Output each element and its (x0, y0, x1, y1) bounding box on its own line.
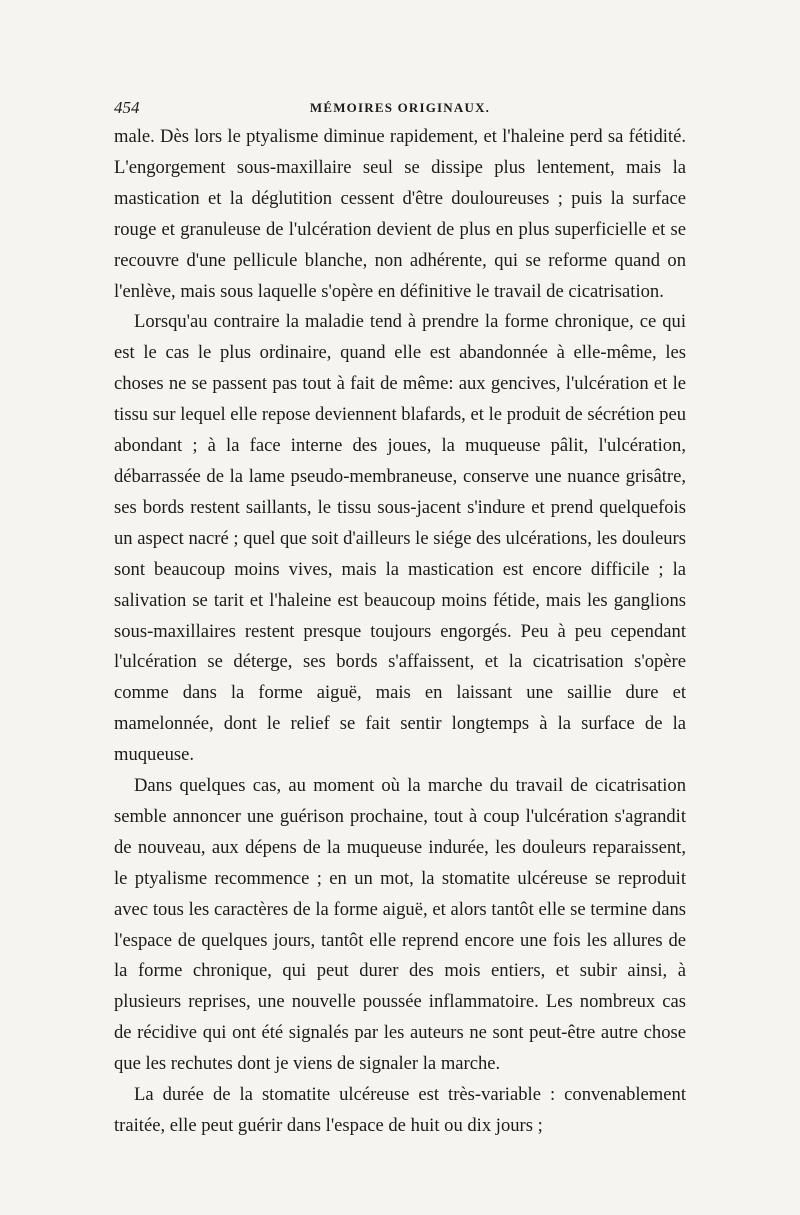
running-head (114, 96, 686, 122)
body-text (114, 122, 686, 1142)
paragraph-relapse: Dans quelques cas, au moment où la marche du travail de cicatrisation semble annoncer une guérison prochaine, tout à coup l'ulcération s'agrandit de nouveau, aux dépens de la muqueuse indurée, les douleurs reparaissent, le ptyalisme recommence ; en un mot, la stomatite ulcéreuse se reproduit avec tous les caractères de la forme aiguë, et alors tantôt elle se termine dans l'espace de quelques jours, tantôt elle reprend encore une fois les allures de la forme chronique, qui peut durer des mois entiers, et subir ainsi, à plusieurs reprises, une nouvelle poussée inflammatoire. Les nombreux cas de récidive qui ont été signalés par les auteurs ne sont peut-être autre chose que les rechutes dont je viens de signaler la marche. (114, 775, 686, 1075)
paragraph-continuation: male. Dès lors le ptyalisme diminue rapidement, et l'haleine perd sa fétidité. L'engorgement sous-maxillaire seul se dissipe plus lentement, mais la mastication et la déglutition cessent d'être douloureuses ; puis la surface rouge et granuleuse de l'ulcération devient de plus en plus superficielle et se recouvre d'une pellicule blanche, non adhérente, qui se reforme quand on l'enlève, mais sous laquelle s'opère en définitive le travail de cicatrisation. (114, 126, 686, 302)
page-number: 454 (114, 98, 140, 117)
book-page (114, 96, 686, 1142)
running-title: MÉMOIRES ORIGINAUX. (309, 100, 491, 115)
paragraph-chronic-form: Lorsqu'au contraire la maladie tend à prendre la forme chronique, ce qui est le cas le plus ordinaire, quand elle est abandonnée à elle-même, les choses ne se passent pas tout à fait de même: aux gencives, l'ulcération et le tissu sur lequel elle repose deviennent blafards, et le produit de sécrétion peu abondant ; à la face interne des joues, la muqueuse pâlit, l'ulcération, débarrassée de la lame pseudo-membraneuse, conserve une nuance grisâtre, ses bords restent saillants, le tissu sous-jacent s'indure et prend quelquefois un aspect nacré ; quel que soit d'ailleurs le siége des ulcérations, les douleurs sont beaucoup moins vives, mais la mastication est encore difficile ; la salivation se tarit et l'haleine est beaucoup moins fétide, mais les ganglions sous-maxillaires restent presque toujours engorgés. Peu à peu cependant l'ulcération se déterge, ses bords s'affaissent, et la cicatrisation s'opère comme dans la forme aiguë, mais en laissant une saillie dure et mamelonnée, dont le relief se fait sentir longtemps à la surface de la muqueuse. (114, 311, 686, 766)
paragraph-duration: La durée de la stomatite ulcéreuse est très-variable : convenablement traitée, elle peut guérir dans l'espace de huit ou dix jours ; (114, 1084, 686, 1136)
